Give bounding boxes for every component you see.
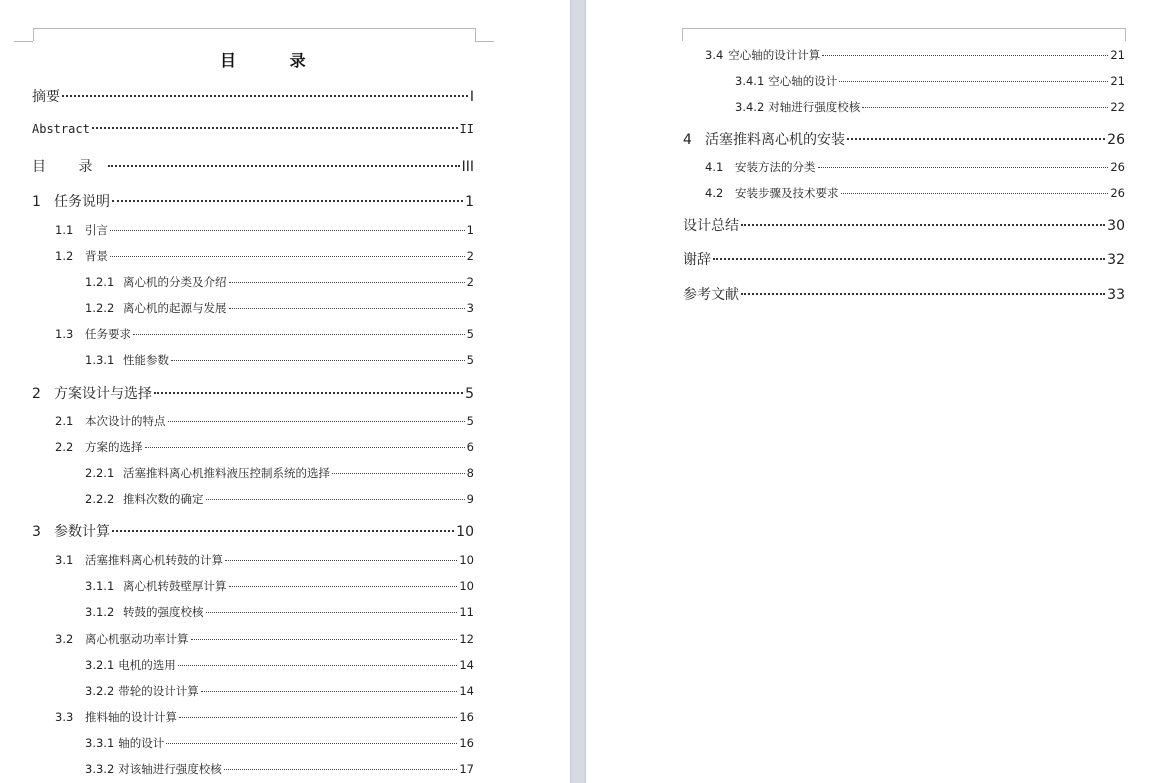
toc-entry-number: 2.2.1 [85,466,115,480]
toc-entry-number: 3.4.1 [735,74,765,88]
toc-entry[interactable] [55,222,474,238]
header-rule [682,28,1125,29]
toc-entry-page: 10 [459,579,474,593]
toc-entry-text: 安装方法的分类 [735,160,816,174]
toc-entry-page: 3 [466,301,474,315]
toc-entry[interactable] [32,156,474,176]
toc-entry[interactable] [85,300,474,316]
toc-entry[interactable] [32,86,474,106]
toc-entry-text: 目 录 [32,159,107,175]
dot-leader [229,282,465,283]
dot-leader [229,586,458,587]
toc-entry-text: 推料轴的设计计算 [85,710,177,724]
toc-entry[interactable] [705,159,1125,175]
toc-entry-number: 4.2 [705,186,724,200]
dot-leader [229,308,465,309]
toc-entry[interactable] [55,552,474,568]
toc-entry[interactable] [32,383,474,403]
dot-leader [224,769,458,770]
toc-entry-page: 5 [466,327,474,341]
dot-leader [168,421,465,422]
dot-leader [178,665,458,666]
dot-leader [206,612,458,613]
toc-entry-text: 离心机驱动功率计算 [85,632,189,646]
toc-entry-text: 方案设计与选择 [54,386,152,402]
dot-leader [166,743,457,744]
toc-entry[interactable] [85,578,474,594]
toc-entry-text: 电机的选用 [118,658,176,672]
dot-leader [201,691,458,692]
toc-entry[interactable] [705,47,1125,63]
dot-leader [332,473,465,474]
dot-leader [741,224,1105,226]
toc-entry-page: 16 [459,710,474,724]
header-corner-mark [475,28,476,41]
document-page-left [0,0,570,783]
toc-entry-number: 2 [32,386,41,402]
toc-entry[interactable] [85,604,474,620]
toc-entry-number: 3.3.1 [85,736,115,750]
toc-entry-page: 22 [1110,100,1125,114]
toc-entry-number: 1.2.1 [85,275,115,289]
toc-entry-text: 转鼓的强度校核 [123,605,204,619]
toc-entry-text: 方案的选择 [85,440,143,454]
toc-entry-number: 3.1 [55,553,74,567]
toc-entry-page: I [469,89,474,105]
toc-entry-number: 3.3.2 [85,762,115,776]
toc-entry-page: II [459,122,474,136]
toc-entry-page: 21 [1110,74,1125,88]
toc-entry-text: 离心机的分类及介绍 [123,275,227,289]
toc-entry[interactable] [85,352,474,368]
toc-entry[interactable] [735,73,1125,89]
toc-entry-page: 21 [1110,48,1125,62]
toc-entry-page: 5 [466,414,474,428]
dot-leader [862,107,1108,108]
toc-entry-text: 性能参数 [123,353,169,367]
dot-leader [110,230,465,231]
dot-leader [154,392,463,394]
dot-leader [110,256,465,257]
dot-leader [847,138,1105,140]
toc-entry-text: 对轴进行强度校核 [768,100,861,114]
dot-leader [92,127,458,129]
toc-entry-text: Abstract [32,122,90,136]
toc-entry-number: 1.3.1 [85,353,115,367]
toc-entry-page: 32 [1107,252,1125,268]
dot-leader [206,499,465,500]
toc-entry[interactable] [705,185,1125,201]
toc-entry-page: 17 [459,762,474,776]
toc-entry-number: 3.2 [55,632,74,646]
toc-entry-page: 8 [466,466,474,480]
toc-entry-number: 3.2.2 [85,684,115,698]
toc-entry-page: 26 [1110,160,1125,174]
toc-entry[interactable] [683,249,1125,269]
page-gutter [570,0,586,783]
toc-entry-page: 2 [466,275,474,289]
toc-entry-text: 摘要 [32,89,60,105]
toc-entry-page: 1 [465,194,474,210]
toc-entry-text: 设计总结 [683,218,739,234]
dot-leader [108,165,459,167]
toc-entry-number: 2.2 [55,440,74,454]
toc-entry-number: 1.2.2 [85,301,115,315]
toc-entry-number: 1.1 [55,223,74,237]
toc-entry-text: 活塞推料离心机推料液压控制系统的选择 [123,466,330,480]
toc-entry[interactable] [85,683,474,699]
toc-entry-page: 26 [1110,186,1125,200]
toc-entry-text: 离心机转鼓壁厚计算 [123,579,227,593]
toc-entry[interactable] [735,99,1125,115]
toc-entry-number: 3 [32,524,41,540]
dot-leader [191,639,458,640]
toc-entry-text: 参考文献 [683,287,739,303]
toc-entry-text: 带轮的设计计算 [118,684,199,698]
dot-leader [822,55,1108,56]
dot-leader [179,717,457,718]
toc-entry[interactable] [85,465,474,481]
toc-entry[interactable] [85,761,474,777]
toc-entry-text: 活塞推料离心机的安装 [705,132,845,148]
toc-entry-page: 1 [466,223,474,237]
toc-entry[interactable] [85,657,474,673]
toc-entry-page: 14 [459,684,474,698]
toc-entry[interactable] [85,491,474,507]
header-rule [33,28,475,29]
toc-entry-text: 谢辞 [683,252,711,268]
dot-leader [713,258,1105,260]
toc-entry-page: 33 [1107,287,1125,303]
toc-entry[interactable] [32,122,474,136]
toc-entry[interactable] [55,709,474,725]
toc-entry-page: 11 [459,605,474,619]
toc-entry-text: 参数计算 [54,524,110,540]
toc-entry-text: 推料次数的确定 [123,492,204,506]
header-corner-mark [1125,28,1126,41]
toc-entry-number: 3.3 [55,710,74,724]
toc-entry[interactable] [55,413,474,429]
toc-entry-text: 任务说明 [54,194,110,210]
header-corner-mark [14,41,33,42]
dot-leader [171,360,465,361]
toc-entry-page: 6 [466,440,474,454]
toc-entry-text: 安装步骤及技术要求 [735,186,839,200]
toc-entry-text: 离心机的起源与发展 [123,301,227,315]
toc-entry-page: 26 [1107,132,1125,148]
toc-entry-page: 2 [466,249,474,263]
toc-entry[interactable] [85,735,474,751]
toc-entry-page: 5 [465,386,474,402]
toc-entry-text: 背景 [85,249,108,263]
toc-entry[interactable] [55,439,474,455]
dot-leader [62,95,468,97]
dot-leader [841,193,1109,194]
toc-entry-number: 4 [683,132,692,148]
toc-entry[interactable] [55,248,474,264]
toc-entry-page: 10 [456,524,474,540]
toc-entry-number: 1.2 [55,249,74,263]
toc-entry[interactable] [55,631,474,647]
dot-leader [225,560,457,561]
toc-entry-page: 10 [459,553,474,567]
toc-entry-text: 本次设计的特点 [85,414,166,428]
dot-leader [741,293,1105,295]
dot-leader [112,530,454,532]
toc-entry-number: 4.1 [705,160,724,174]
dot-leader [145,447,465,448]
toc-entry-number: 1.3 [55,327,74,341]
toc-entry-number: 1 [32,194,41,210]
toc-entry-page: 5 [466,353,474,367]
toc-entry-number: 3.1.2 [85,605,115,619]
toc-entry-number: 2.1 [55,414,74,428]
toc-entry-text: 任务要求 [85,327,131,341]
document-page-right [586,0,1170,783]
toc-title: 目 录 [220,51,330,70]
toc-entry[interactable] [683,284,1125,304]
toc-entry-text: 空心轴的设计计算 [728,48,821,62]
toc-entry-page: 30 [1107,218,1125,234]
dot-leader [112,200,463,202]
toc-entry-number: 3.2.1 [85,658,115,672]
toc-entry-page: 16 [459,736,474,750]
toc-entry-number: 3.4 [705,48,724,62]
toc-entry-text: 空心轴的设计 [768,74,838,88]
toc-entry[interactable] [85,274,474,290]
header-corner-mark [33,28,34,41]
toc-entry-number: 3.4.2 [735,100,765,114]
toc-entry-text: 对该轴进行强度校核 [118,762,222,776]
dot-leader [818,167,1109,168]
toc-entry-number: 2.2.2 [85,492,115,506]
toc-entry-text: 轴的设计 [118,736,165,750]
toc-entry-page: 14 [459,658,474,672]
toc-entry-page: 12 [459,632,474,646]
toc-entry-text: 活塞推料离心机转鼓的计算 [85,553,223,567]
toc-entry-page: 9 [466,492,474,506]
toc-entry-page: III [461,159,474,175]
toc-entry[interactable] [683,129,1125,149]
header-corner-mark [475,41,494,42]
toc-entry[interactable] [32,521,474,541]
toc-entry-number: 3.1.1 [85,579,115,593]
dot-leader [133,334,465,335]
header-corner-mark [682,28,683,41]
toc-entry-text: 引言 [85,223,108,237]
toc-entry[interactable] [55,326,474,342]
toc-entry[interactable] [32,191,474,211]
toc-entry[interactable] [683,215,1125,235]
dot-leader [839,81,1108,82]
